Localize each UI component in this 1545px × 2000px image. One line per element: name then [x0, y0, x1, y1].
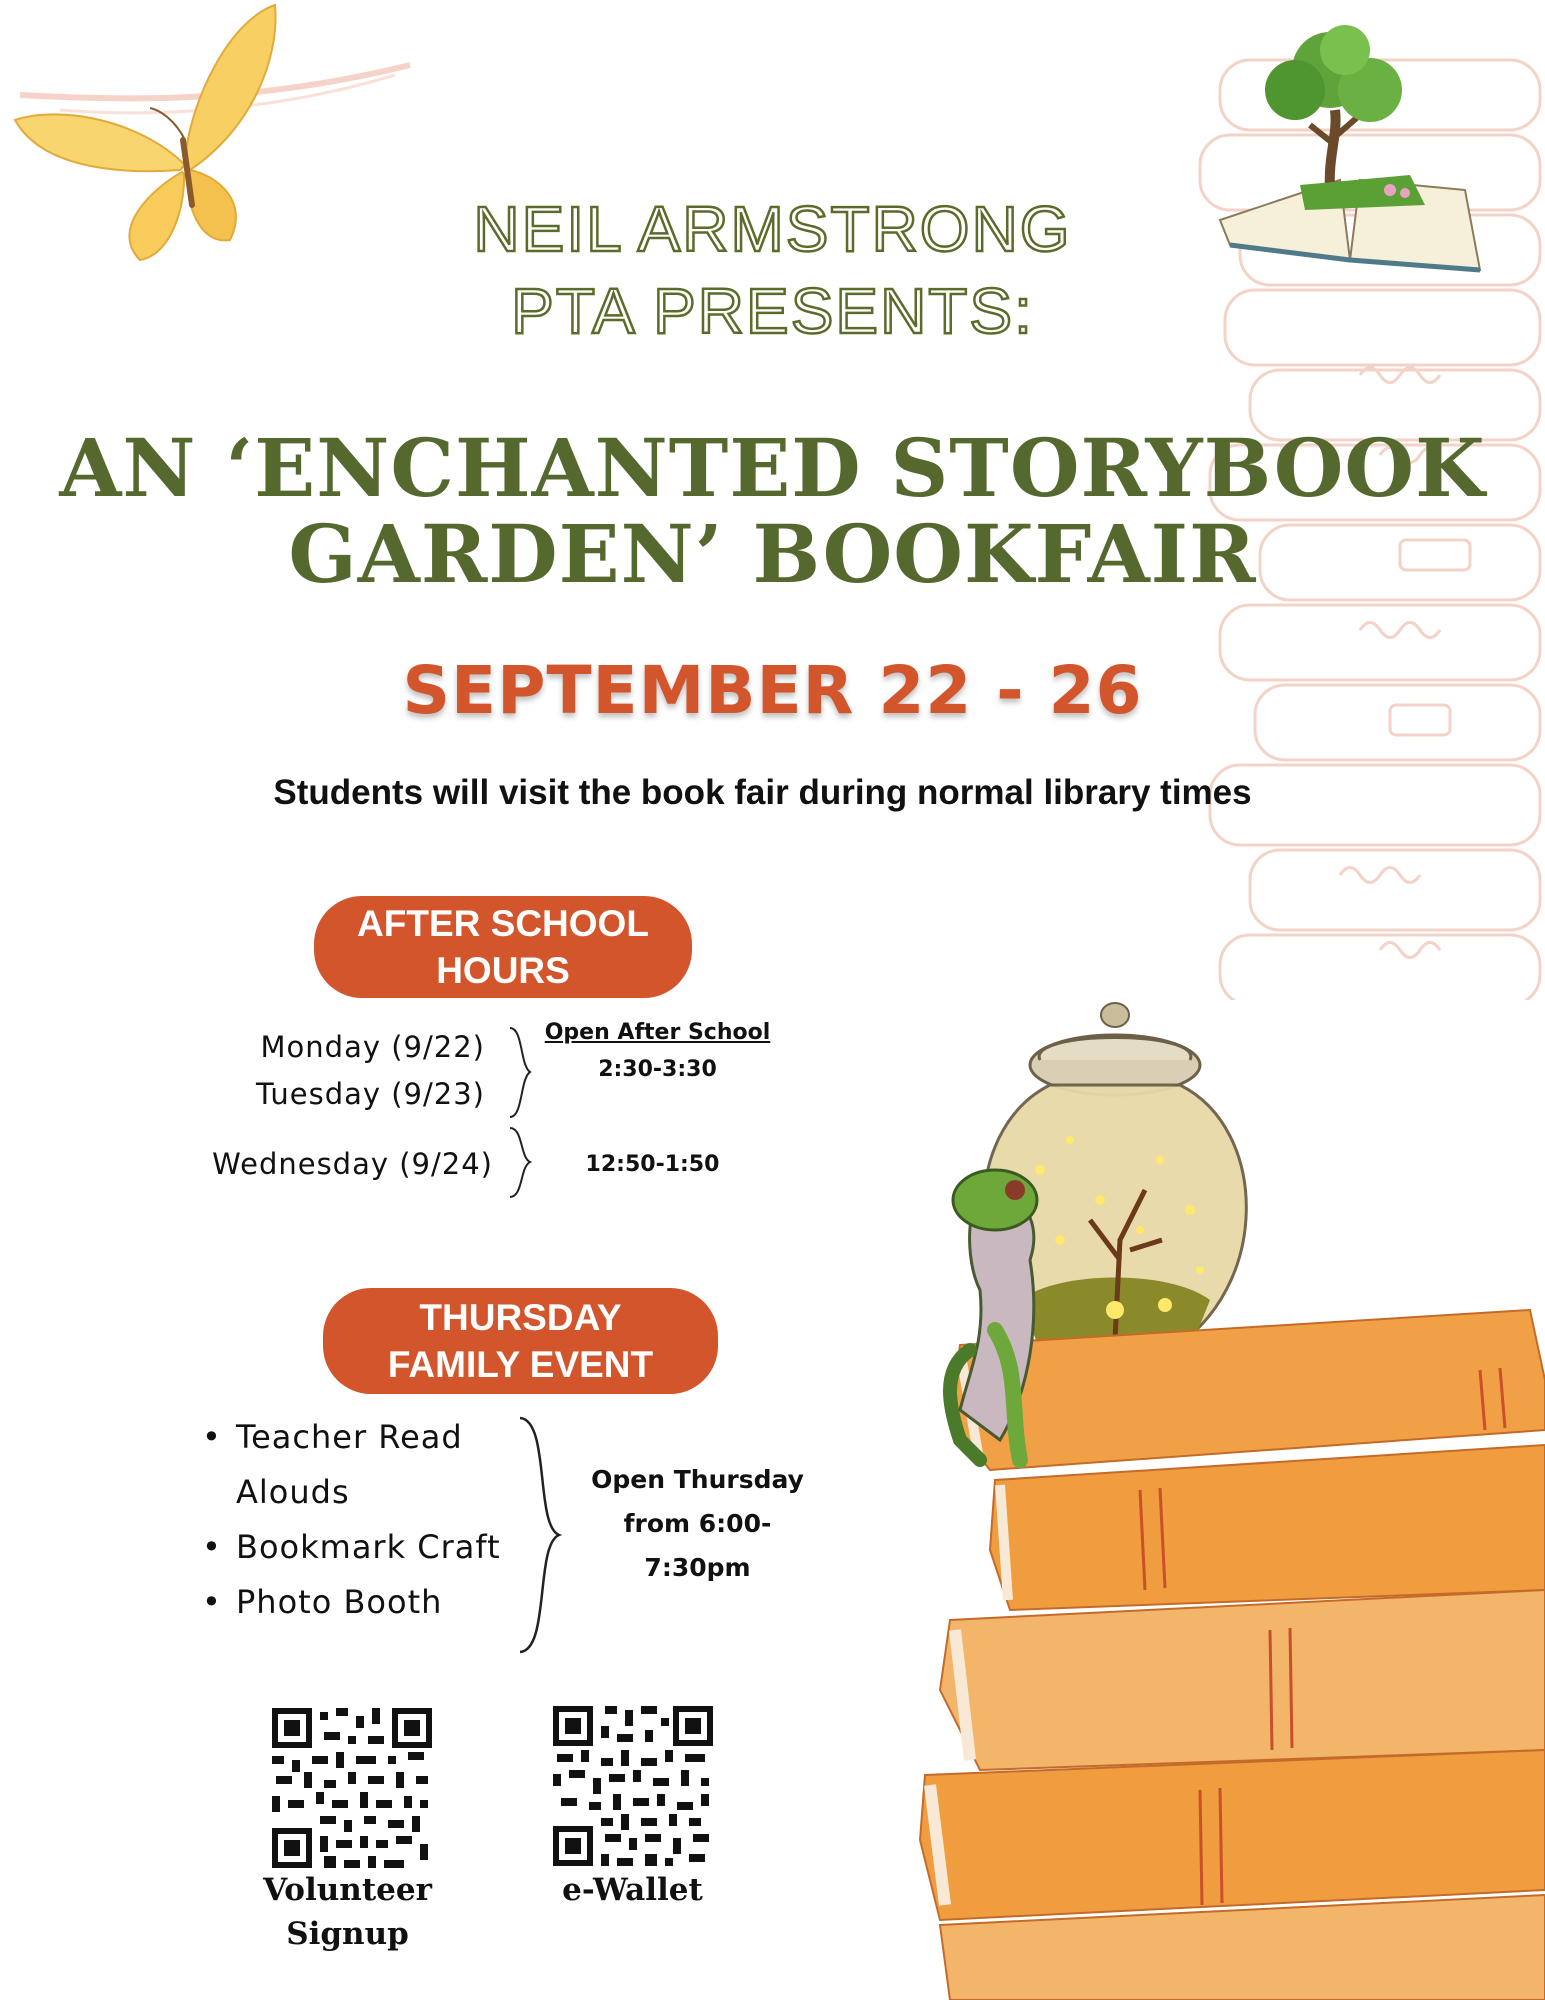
e-wallet-qr-code[interactable] — [553, 1706, 713, 1866]
books-frog-jar-illustration — [900, 990, 1545, 2000]
thursday-activities-list — [202, 1410, 522, 1630]
open-after-school-label: Open After School — [544, 1020, 771, 1045]
thursday-hours-line-2: from 6:00- — [623, 1509, 772, 1538]
after-school-badge-line-2: HOURS — [436, 950, 570, 991]
thursday-hours-line-3: 7:30pm — [644, 1553, 751, 1582]
brace-icon — [505, 1025, 535, 1120]
volunteer-qr-code[interactable] — [272, 1708, 432, 1868]
after-school-hours-badge — [314, 896, 692, 998]
list-item: • Photo Booth — [202, 1575, 522, 1630]
monday-label: Monday (9/22) — [260, 1030, 485, 1064]
volunteer-label-line-1: Volunteer — [263, 1872, 432, 1908]
list-item: • Teacher Read — [202, 1410, 522, 1465]
thursday-badge-line-2: FAMILY EVENT — [387, 1344, 654, 1385]
volunteer-label-line-2: Signup — [286, 1916, 409, 1952]
wednesday-label: Wednesday (9/24) — [212, 1147, 493, 1181]
list-item: • Bookmark Craft — [202, 1520, 522, 1575]
thursday-event-badge — [323, 1288, 718, 1394]
brace-icon — [515, 1415, 565, 1655]
wednesday-time: 12:50-1:50 — [585, 1152, 720, 1177]
presents-line-2: PTA PRESENTS: — [511, 275, 1034, 347]
after-school-badge-line-1: AFTER SCHOOL — [357, 903, 649, 944]
event-title-line-2: GARDEN’ BOOKFAIR — [288, 507, 1257, 601]
e-wallet-label: e-Wallet — [562, 1872, 703, 1908]
volunteer-signup-label — [230, 1868, 465, 1956]
presents-heading — [0, 188, 1545, 352]
thursday-badge-line-1: THURSDAY — [419, 1297, 622, 1338]
thursday-hours-line-1: Open Thursday — [591, 1465, 804, 1494]
event-title — [0, 421, 1545, 601]
presents-line-1: NEIL ARMSTRONG — [473, 193, 1072, 265]
brace-icon — [505, 1125, 535, 1200]
event-title-line-1: AN ‘ENCHANTED STORYBOOK — [59, 421, 1486, 515]
thursday-hours — [575, 1458, 820, 1590]
list-item: Alouds — [236, 1473, 350, 1511]
mon-tue-time: 2:30-3:30 — [598, 1057, 717, 1082]
event-dates: SEPTEMBER 22 - 26 — [402, 652, 1143, 729]
tuesday-label: Tuesday (9/23) — [256, 1077, 485, 1111]
library-times-note: Students will visit the book fair during normal library times — [273, 773, 1252, 812]
